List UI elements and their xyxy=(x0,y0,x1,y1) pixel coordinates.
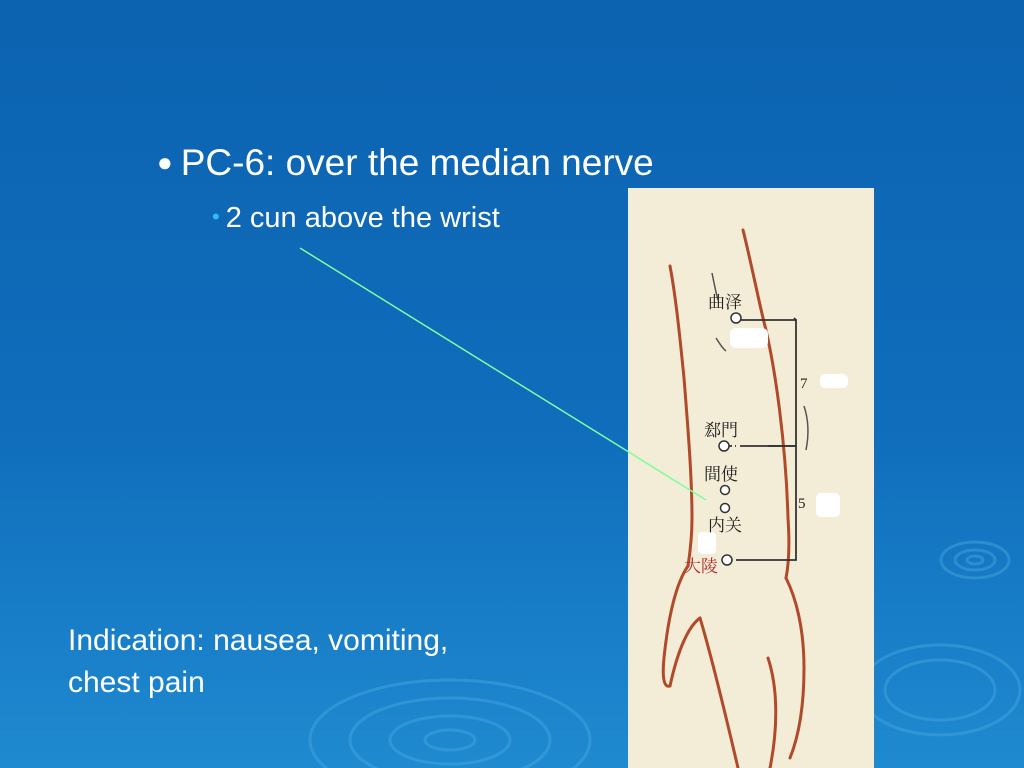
indication-line-2: chest pain xyxy=(68,666,205,699)
bullet-secondary-text: 2 cun above the wrist xyxy=(225,202,500,234)
label-jianshi: 間使 xyxy=(704,465,738,485)
label-quze: 曲泽 xyxy=(708,293,742,313)
label-daling: 大陵 xyxy=(684,557,718,577)
indication-line-1: Indication: nausea, vomiting, xyxy=(68,624,449,657)
measure-upper: 7 xyxy=(800,376,808,392)
label-neiguan: 内关 xyxy=(708,516,742,536)
sub-bullet-dot-icon: • xyxy=(212,204,220,229)
bullet-dot-icon: ● xyxy=(157,147,173,177)
measure-lower: 5 xyxy=(798,496,806,512)
label-ximen: 郄門 xyxy=(704,421,738,441)
bullet-primary-text: PC-6: over the median nerve xyxy=(180,142,654,183)
